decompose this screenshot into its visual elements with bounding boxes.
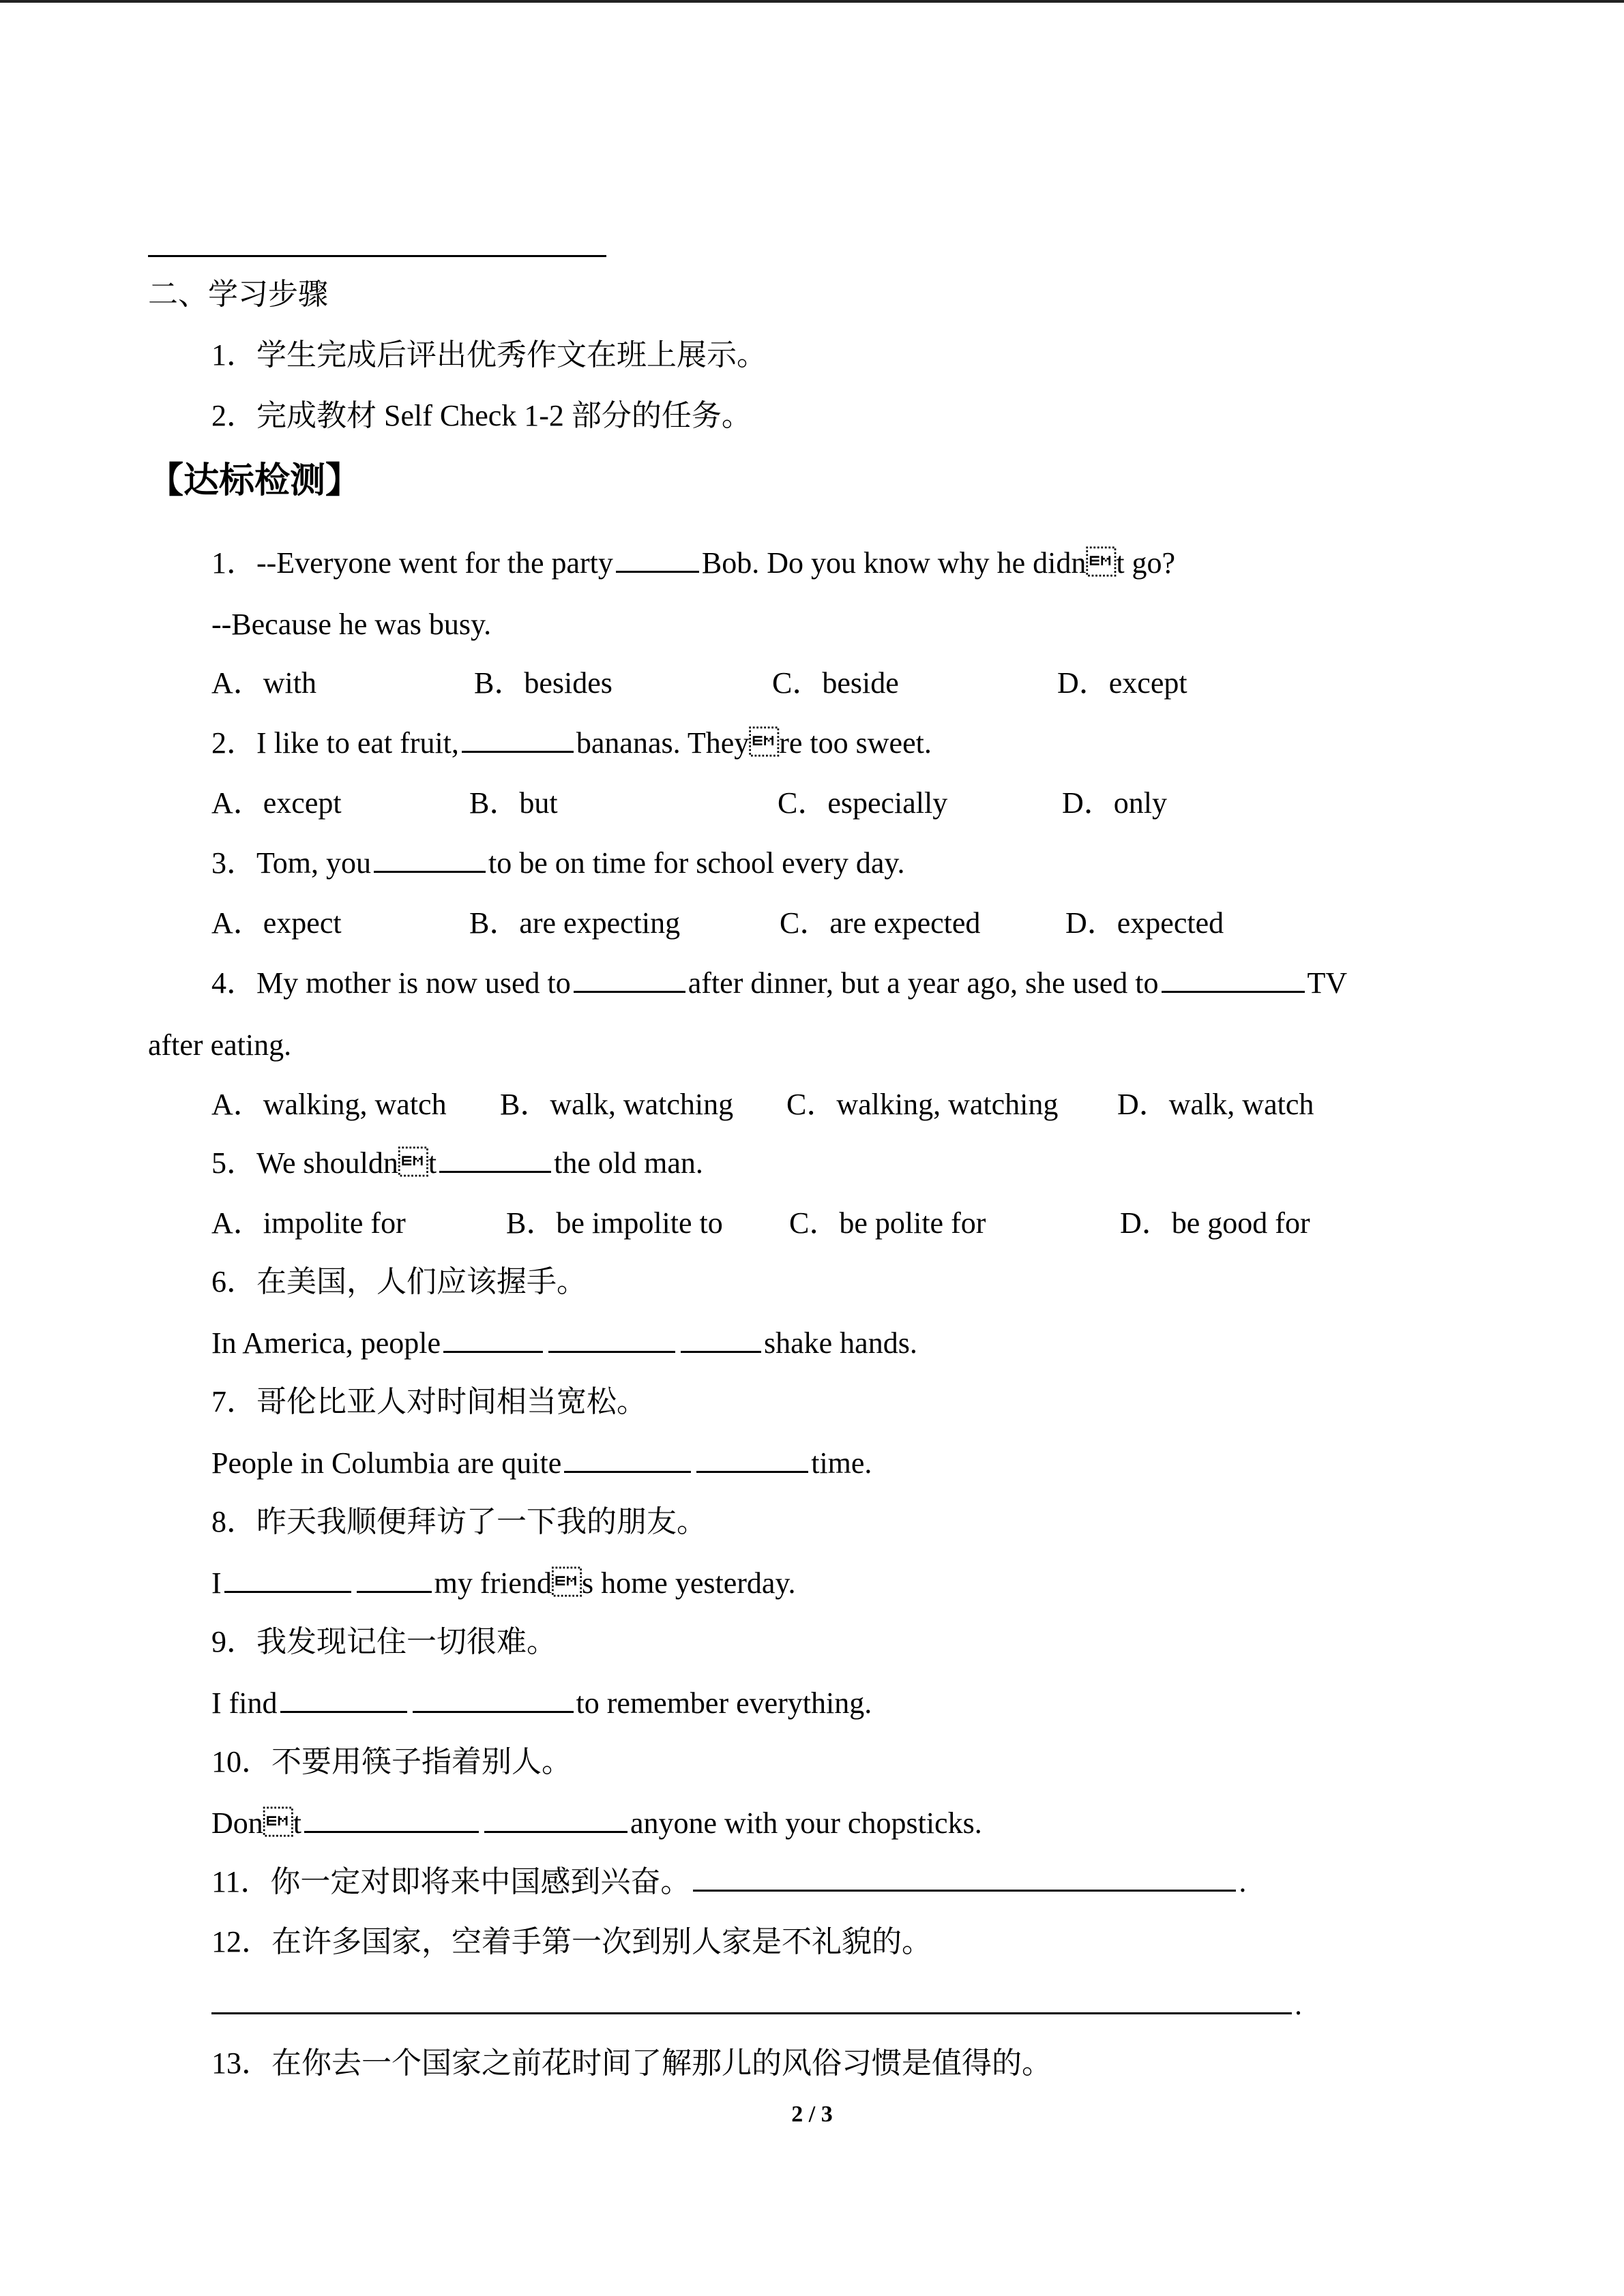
answer-rule-top — [148, 255, 606, 257]
q2-text-end: bananas. Theyre too sweet. — [576, 726, 932, 760]
q2-option-c: C．especially — [778, 786, 948, 820]
q6-blank-3[interactable] — [681, 1328, 761, 1353]
q2-text: 2．I like to eat fruit, — [211, 726, 459, 760]
top-border — [0, 0, 1624, 3]
q9-blank-2[interactable] — [413, 1688, 574, 1713]
q6-chinese: 6．在美国，人们应该握手。 — [211, 1265, 587, 1298]
q5-option-c: C．be polite for — [789, 1206, 986, 1240]
q3-text: 3．Tom, you — [211, 846, 372, 880]
q1-reply: --Because he was busy. — [211, 608, 492, 641]
q6-text: In America, people — [211, 1326, 441, 1360]
q9-text-end: to remember everything. — [576, 1686, 872, 1720]
q10-text-end: anyone with your chopsticks. — [630, 1806, 982, 1840]
step-1: 1．学生完成后评出优秀作文在班上展示。 — [211, 338, 767, 372]
q4-option-a: A．walking, watch — [211, 1088, 447, 1121]
q3-option-a: A．expect — [211, 906, 342, 940]
q5-option-b: B．be impolite to — [506, 1206, 723, 1240]
q7-english — [211, 1443, 872, 1484]
question-2 — [211, 723, 932, 764]
q10-blank-1[interactable] — [304, 1808, 479, 1833]
question-3 — [211, 843, 905, 884]
q8-chinese: 8．昨天我顺便拜访了一下我的朋友。 — [211, 1505, 707, 1538]
q8-text-end: my friends home yesterday. — [434, 1566, 796, 1600]
q9-blank-1[interactable] — [280, 1688, 407, 1713]
q9-chinese: 9．我发现记住一切很难。 — [211, 1625, 557, 1658]
q4-blank-2[interactable] — [1162, 968, 1305, 993]
q3-option-d: D．expected — [1065, 906, 1224, 940]
q10-chinese: 10．不要用筷子指着别人。 — [211, 1745, 572, 1778]
q5-text-end: the old man. — [554, 1146, 703, 1180]
question-5 — [211, 1143, 703, 1184]
q12-answer-blank[interactable] — [211, 1989, 1292, 2014]
q5-option-a: A．impolite for — [211, 1206, 406, 1240]
q5-blank[interactable] — [439, 1148, 551, 1173]
q10-blank-2[interactable] — [484, 1808, 628, 1833]
q4-option-d: D．walk, watch — [1117, 1088, 1314, 1121]
q1-option-c: C．beside — [772, 666, 899, 700]
q2-option-a: A．except — [211, 786, 342, 820]
q4-option-c: C．walking, watching — [786, 1088, 1059, 1121]
section-title: 二、学习步骤 — [148, 278, 328, 311]
q1-option-d: D．except — [1057, 666, 1187, 700]
q11-answer-blank[interactable] — [693, 1866, 1236, 1892]
q11-period: . — [1239, 1865, 1247, 1898]
q11-chinese: 11．你一定对即将来中国感到兴奋。 — [211, 1865, 691, 1898]
q4-option-b: B．walk, watching — [500, 1088, 734, 1121]
q3-option-b: B．are expecting — [469, 906, 681, 940]
q3-option-c: C．are expected — [780, 906, 981, 940]
q4-text-end: TV — [1307, 966, 1348, 1000]
q5-option-d: D．be good for — [1120, 1206, 1310, 1240]
q7-text-end: time. — [811, 1446, 872, 1480]
q3-blank[interactable] — [374, 848, 486, 873]
q5-text: 5．We shouldnt — [211, 1146, 437, 1180]
q6-blank-1[interactable] — [443, 1328, 543, 1353]
q6-text-end: shake hands. — [763, 1326, 917, 1360]
q8-english — [211, 1563, 796, 1604]
page-number: 2 / 3 — [791, 2102, 833, 2127]
q7-blank-1[interactable] — [564, 1448, 691, 1473]
q13-chinese: 13．在你去一个国家之前花时间了解那儿的风俗习惯是值得的。 — [211, 2046, 1052, 2080]
q1-text-end: Bob. Do you know why he didnt go? — [701, 546, 1176, 580]
question-4 — [211, 963, 1347, 1004]
q4-text-mid: after dinner, but a year ago, she used to — [688, 966, 1159, 1000]
q4-continuation: after eating. — [148, 1028, 292, 1062]
test-heading: 【达标检测】 — [148, 460, 361, 501]
q9-english — [211, 1683, 872, 1724]
q7-blank-2[interactable] — [696, 1448, 808, 1473]
step-2: 2．完成教材 Self Check 1-2 部分的任务。 — [211, 399, 752, 432]
q1-option-b: B．besides — [474, 666, 612, 700]
q4-blank-1[interactable] — [574, 968, 685, 993]
q7-text: People in Columbia are quite — [211, 1446, 562, 1480]
q9-text: I find — [211, 1686, 278, 1720]
q12-period: . — [1295, 1988, 1302, 2021]
q8-blank-1[interactable] — [224, 1568, 351, 1593]
q8-text: I — [211, 1566, 222, 1600]
q1-blank[interactable] — [616, 548, 699, 573]
q12-answer-line — [211, 1984, 1302, 2025]
q2-option-b: B．but — [469, 786, 558, 820]
q2-blank[interactable] — [462, 728, 574, 753]
q7-chinese: 7．哥伦比亚人对时间相当宽松。 — [211, 1385, 647, 1418]
q11-line — [211, 1862, 1246, 1903]
q10-english — [211, 1803, 982, 1844]
q8-blank-2[interactable] — [357, 1568, 432, 1593]
q1-text: 1．--Everyone went for the party — [211, 546, 613, 580]
q10-text: Dont — [211, 1806, 301, 1840]
q1-option-a: A．with — [211, 666, 316, 700]
q12-chinese: 12．在许多国家，空着手第一次到别人家是不礼貌的。 — [211, 1925, 932, 1958]
q6-blank-2[interactable] — [548, 1328, 675, 1353]
q2-option-d: D．only — [1062, 786, 1167, 820]
q4-text: 4．My mother is now used to — [211, 966, 571, 1000]
q3-text-end: to be on time for school every day. — [488, 846, 905, 880]
q6-english — [211, 1323, 917, 1364]
question-1 — [211, 543, 1175, 584]
